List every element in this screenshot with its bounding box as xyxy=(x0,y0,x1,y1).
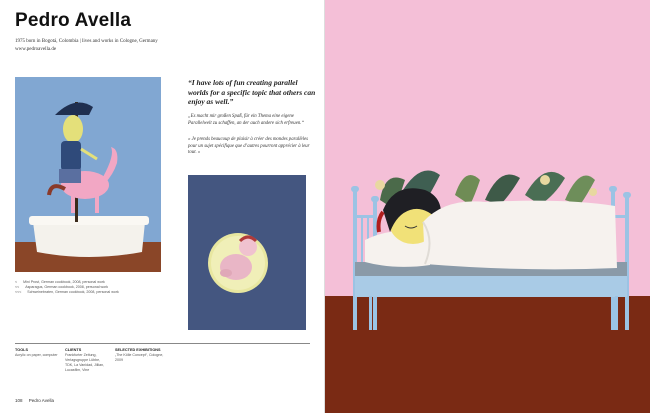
caption-mark: << xyxy=(15,285,20,290)
artist-bio xyxy=(15,38,158,54)
caption-text: Mini Prost, German cookbook, 2008, personal work xyxy=(23,280,105,284)
client-line: TDK, La Vanidad, Jillian, xyxy=(65,363,105,367)
exhibitions-heading: SELECTED EXHIBITIONS xyxy=(115,348,161,352)
french-quote: « Je prends beaucoup de plaisir à créer des mondes parallèles pour un sujet spécifique que d’autres pourront apprécier à leur tour. » xyxy=(188,137,310,155)
page-number: 108 xyxy=(15,398,23,403)
website-link[interactable]: www.pedroavella.de xyxy=(15,47,57,52)
exhibition-line: 2009 xyxy=(115,358,123,362)
artist-name: Pedro Avella xyxy=(15,10,132,31)
baby-plate-artwork xyxy=(188,175,306,330)
caption-text: Schweinebraten, German cookbook, 2008, personal work xyxy=(27,290,119,295)
bio-line: 1975 born in Bogotá, Colombia | lives and works in Cologne, Germany xyxy=(15,39,158,44)
client-line: Frankfurter Zeitung, xyxy=(65,353,97,357)
page-footer xyxy=(15,398,54,403)
tools-heading: TOOLS xyxy=(15,348,29,352)
exhibition-line: „The Kölle Concept“, Cologne, xyxy=(115,353,164,357)
clients-heading: CLIENTS xyxy=(65,348,82,352)
running-title: Pedro Avella xyxy=(28,398,54,403)
caption-mark: < xyxy=(15,280,18,284)
clients-column xyxy=(65,348,115,373)
tools-text: Acrylic on paper, computer xyxy=(15,353,58,357)
girl-in-bed-artwork xyxy=(325,0,650,413)
client-line: Verlagsgruppe Lübbe, xyxy=(65,358,101,362)
caption-row-3 xyxy=(15,290,119,295)
german-quote: „Es macht mir großen Spaß, für ein Thema eine eigene Parallelwelt zu schaffen, an der auch andere sich erfreuen.“ xyxy=(188,114,305,126)
client-line: Lucasfilm, Vine xyxy=(65,368,90,372)
english-quote: “I have lots of fun creating parallel worlds for a specific topic that others can enjoy as well.” xyxy=(188,78,316,106)
caption-mark: <<< xyxy=(15,290,22,295)
caption-text: Asparagus, German cookbook, 2008, personal work xyxy=(25,285,109,290)
exhibitions-column xyxy=(115,348,185,363)
info-divider xyxy=(15,343,310,344)
tools-column xyxy=(15,348,65,358)
right-page xyxy=(325,0,650,413)
carousel-artwork xyxy=(15,77,161,272)
artwork-captions xyxy=(15,280,119,296)
